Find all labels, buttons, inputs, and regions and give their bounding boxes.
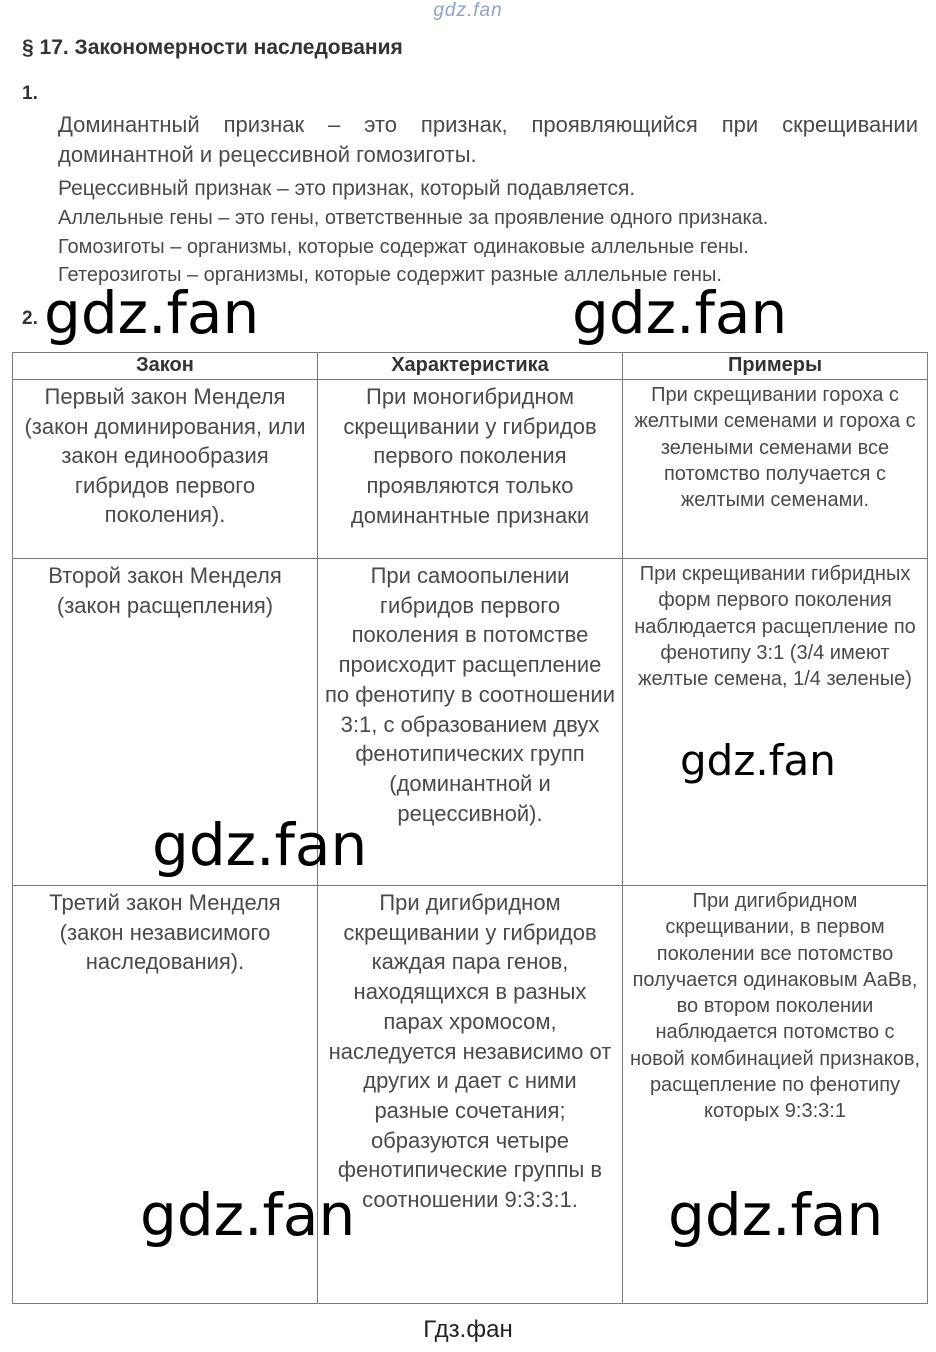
watermark: gdz.fan — [572, 279, 788, 347]
definition-heterozygotes: Гетерозиготы – организмы, которые содержит разные аллельные гены. — [58, 264, 722, 286]
header-law: Закон — [13, 353, 318, 380]
mendel-laws-table — [12, 352, 928, 1304]
definition-homozygotes: Гомозиготы – организмы, которые содержат одинаковые аллельные гены. — [58, 236, 749, 258]
example-cell: При скрещивании гороха с желтыми семенами и гороха с зелеными семенами все потомство получается с желтыми семенами. — [623, 380, 928, 559]
watermark: gdz.fan — [668, 1181, 884, 1249]
law-cell: Третий закон Менделя (закон независимого наследования). — [13, 886, 318, 1304]
footer-watermark: Гдз.фан — [423, 1316, 513, 1343]
task-2-number: 2. — [22, 308, 38, 329]
watermark: gdz.fan — [680, 736, 836, 785]
task-1-number: 1. — [22, 83, 38, 104]
page-title: § 17. Закономерности наследования — [22, 36, 403, 59]
characteristic-cell: При дигибридном скрещивании у гибридов каждая пара генов, находящихся в разных парах хромосом, наследуется независимо от других и дает с ними разные сочетания; образуются четыре фенотипические группы в соотношении 9:3:3:1. — [318, 886, 623, 1304]
table-header-row — [13, 353, 928, 380]
top-watermark: gdz.fan — [433, 0, 503, 21]
watermark: gdz.fan — [152, 811, 368, 879]
example-cell: При скрещивании гибридных форм первого поколения наблюдается расщепление по фенотипу 3:1 (3/4 имеют желтые семена, 1/4 зеленые) — [623, 559, 928, 886]
header-examples: Примеры — [623, 353, 928, 380]
characteristic-cell: При моногибридном скрещивании у гибридов первого поколения проявляются только доминантные признаки — [318, 380, 623, 559]
definition-dominant: Доминантный признак – это признак, проявляющийся при скрещивании доминантной и рецессивной гомозиготы. — [58, 112, 918, 167]
law-cell: Первый закон Менделя (закон доминирования, или закон единообразия гибридов первого поколения). — [13, 380, 318, 559]
example-cell: При дигибридном скрещивании, в первом поколении все потомство получается одинаковым АаВв, во втором поколении наблюдается потомство с новой комбинацией признаков, расщепление по фенотипу которых 9:3:3:1 — [623, 886, 928, 1304]
characteristic-cell: При самоопылении гибридов первого поколения в потомстве происходит расщепление по фенотипу в соотношении 3:1, с образованием двух фенотипических групп (доминантной и рецессивной). — [318, 559, 623, 886]
watermark: gdz.fan — [140, 1181, 356, 1249]
law-cell: Второй закон Менделя (закон расщепления) — [13, 559, 318, 886]
header-characteristic: Характеристика — [318, 353, 623, 380]
watermark: gdz.fan — [44, 279, 260, 347]
table-row — [13, 380, 928, 559]
table-row — [13, 559, 928, 886]
definition-alleles: Аллельные гены – это гены, ответственные за проявление одного признака. — [58, 207, 769, 229]
definition-recessive: Рецессивный признак – это признак, который подавляется. — [58, 177, 636, 200]
